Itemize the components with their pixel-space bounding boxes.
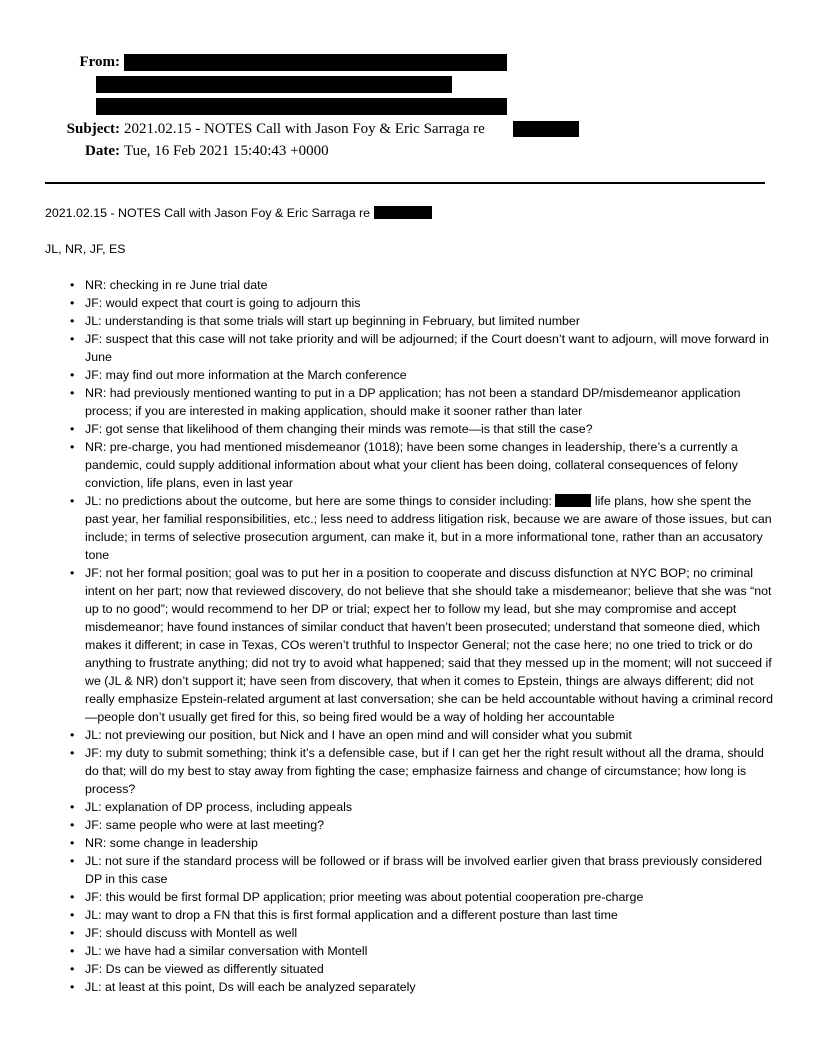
email-body (45, 204, 775, 996)
body-title (45, 204, 775, 222)
note-item: • JF: got sense that likelihood of them changing their minds was remote—is that still the case? (85, 420, 775, 438)
note-item: • JF: should discuss with Montell as well (85, 924, 775, 942)
from-label: From: (79, 54, 120, 70)
subject-label: Subject: (66, 121, 120, 137)
note-item: • NR: had previously mentioned wanting to put in a DP application; has not been a standard DP/misdemeanor application process; if you are interested in making application, should make it sooner rather than later (85, 384, 775, 420)
note-item: • JF: not her formal position; goal was to put her in a position to cooperate and discuss disfunction at NYC BOP; no criminal intent on her part; now that reviewed discovery, do not believe that she should take a misdemeanor; believe that she was “not up to no good”; would recommend to her DP or trial; expect her to follow my lead, but she may compromise and accept misdemeanor; have found instances of similar conduct that haven’t been prosecuted; understand that someone died, which makes it different; in case in Texas, COs weren’t truthful to Inspector General; not the case here; no one tried to trick or do anything to frustrate anything; did not try to avoid what happened; said that they messed up in the moment; will not succeed if we (JL & NR) don’t support it; have seen from discovery, that when it comes to Epstein, things are always different; did not really emphasize Epstein-related argument at last conversation; she can be held accountable without having a criminal record—people don’t usually get fired for this, so being fired would be a way of holding her accountable (85, 564, 775, 726)
date-row (0, 141, 816, 161)
note-item: • JL: may want to drop a FN that this is first formal application and a different posture than last time (85, 906, 775, 924)
header-divider (45, 182, 765, 184)
note-item: • JF: Ds can be viewed as differently situated (85, 960, 775, 978)
note-text-after: life plans, how she spent the past year, her familial responsibilities, etc.; less need to address litigation risk, because we are aware of those issues, but can include; in terms of selective prosecution argument, can make it, but in a more informational tone, rather than an accusatory tone (85, 494, 772, 562)
note-item: • JF: same people who were at last meeting? (85, 816, 775, 834)
note-item: • NR: some change in leadership (85, 834, 775, 852)
from-redaction-1 (124, 54, 507, 71)
subject-row (0, 119, 816, 139)
note-item: • JF: suspect that this case will not take priority and will be adjourned; if the Court doesn’t want to adjourn, will move forward in June (85, 330, 775, 366)
body-title-text: 2021.02.15 - NOTES Call with Jason Foy & Eric Sarraga re (45, 206, 371, 220)
note-item: • JF: my duty to submit something; think it’s a defensible case, but if I can get her the right result without all the drama, should do that; will do my best to stay away from fighting the case; emphasize fairness and change of circumstance; how long is process? (85, 744, 775, 798)
date-value: Tue, 16 Feb 2021 15:40:43 +0000 (124, 143, 329, 159)
note-item: • JF: may find out more information at the March conference (85, 366, 775, 384)
note-redaction (555, 494, 591, 507)
note-item: • JF: would expect that court is going to adjourn this (85, 294, 775, 312)
subject-value: 2021.02.15 - NOTES Call with Jason Foy & Eric Sarraga re (124, 121, 485, 137)
date-label: Date: (85, 143, 120, 159)
note-item: • JL: not sure if the standard process will be followed or if brass will be involved earlier given that brass previously considered DP in this case (85, 852, 775, 888)
note-item: • JL: at least at this point, Ds will each be analyzed separately (85, 978, 775, 996)
note-item: • JF: this would be first formal DP application; prior meeting was about potential cooperation pre-charge (85, 888, 775, 906)
note-item: • NR: checking in re June trial date (85, 276, 775, 294)
note-item (85, 492, 775, 564)
note-item: • JL: understanding is that some trials will start up beginning in February, but limited number (85, 312, 775, 330)
note-text-before: JL: no predictions about the outcome, but here are some things to consider including: (85, 494, 552, 508)
title-redaction (374, 206, 432, 219)
from-redaction-3 (96, 98, 507, 115)
note-item: • JL: explanation of DP process, including appeals (85, 798, 775, 816)
note-item: • JL: we have had a similar conversation with Montell (85, 942, 775, 960)
attendees: JL, NR, JF, ES (45, 242, 126, 256)
from-redaction-2 (96, 76, 452, 93)
note-item: • JL: not previewing our position, but Nick and I have an open mind and will consider what you submit (85, 726, 775, 744)
note-item: • NR: pre-charge, you had mentioned misdemeanor (1018); have been some changes in leadership, there’s a currently a pandemic, could supply additional information about what your client has been doing, collateral consequences of felony conviction, life plans, even in last year (85, 438, 775, 492)
subject-redaction (513, 121, 579, 137)
notes-list (45, 276, 775, 996)
